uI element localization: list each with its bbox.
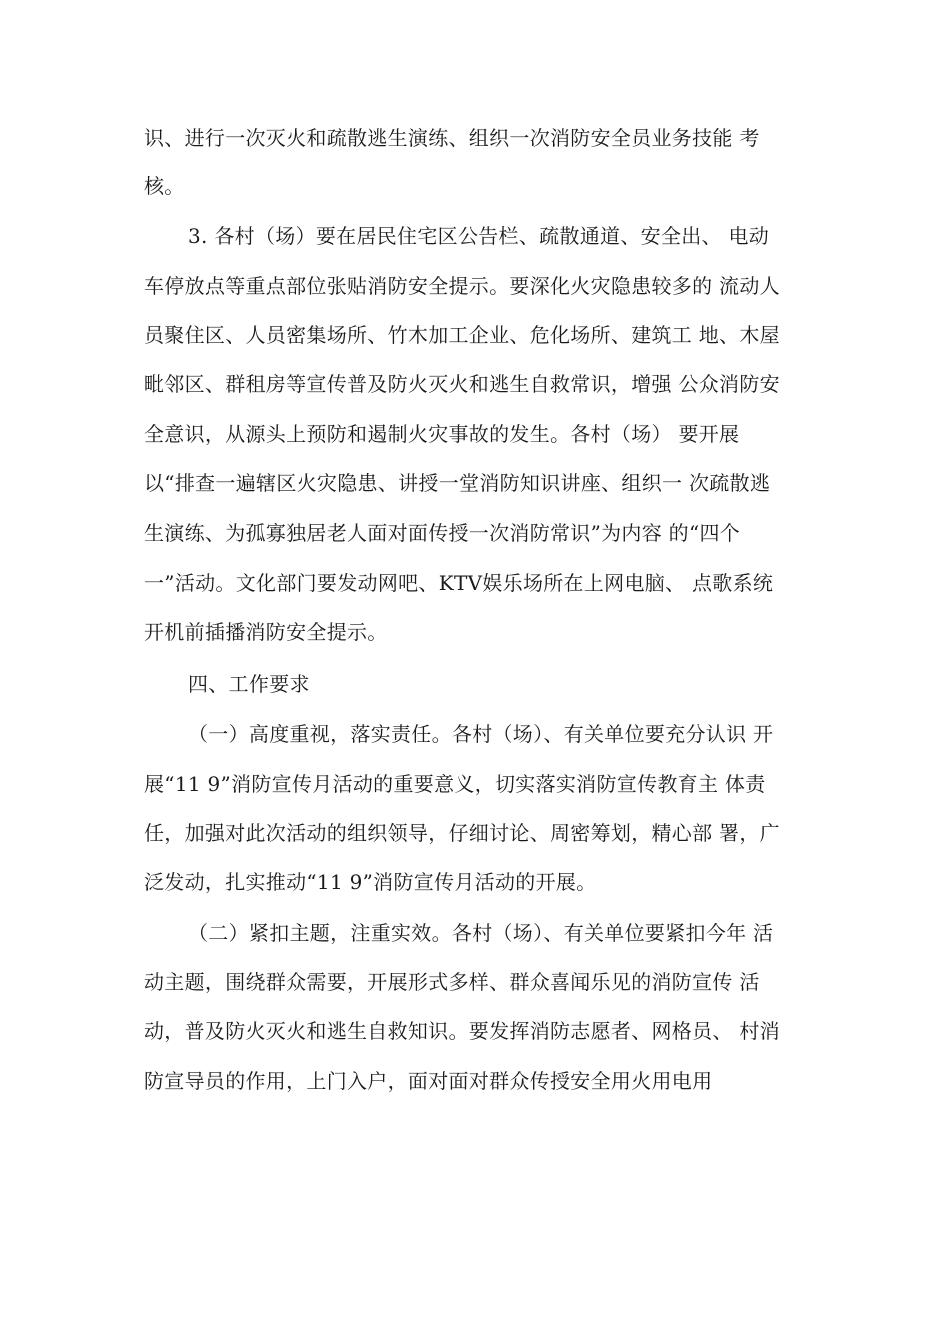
text-line: 动主题，围绕群众需要，开展形式多样、群众喜闻乐见的消防宣传 活 xyxy=(144,970,760,994)
text-line: 3. 各村（场）要在居民住宅区公告栏、疏散通道、安全出、 电动 xyxy=(188,224,770,248)
section-heading: 四、工作要求 xyxy=(188,672,310,696)
text-line: 识、进行一次灭火和疏散逃生演练、组织一次消防安全员业务技能 考 xyxy=(144,126,760,150)
text-line: 防宣导员的作用，上门入户，面对面对群众传授安全用火用电用 xyxy=(144,1069,713,1093)
text-line: 动，普及防火灭火和逃生自救知识。要发挥消防志愿者、网格员、 村消 xyxy=(144,1019,780,1043)
text-line: 全意识，从源头上预防和遏制火灾事故的发生。各村（场） 要开展 xyxy=(144,422,740,446)
text-line: 车停放点等重点部位张贴消防安全提示。要深化火灾隐患较多的 流动人 xyxy=(144,274,780,298)
text-line: 开机前插播消防安全提示。 xyxy=(144,620,388,644)
text-line: 员聚住区、人员密集场所、竹木加工企业、危化场所、建筑工 地、木屋 xyxy=(144,323,780,347)
text-line: 毗邻区、群租房等宣传普及防火灭火和逃生自救常识，增强 公众消防安 xyxy=(144,372,780,396)
text-line: 生演练、为孤寡独居老人面对面传授一次消防常识”为内容 的“四个 xyxy=(144,521,741,545)
text-line: 以“排查一遍辖区火灾隐患、讲授一堂消防知识讲座、组织一 次疏散逃 xyxy=(144,471,771,495)
text-line: 泛发动，扎实推动“11 9”消防宣传月活动的开展。 xyxy=(144,870,597,894)
text-line: 核。 xyxy=(144,174,185,198)
text-line: （二）紧扣主题，注重实效。各村（场）、有关单位要紧扣今年 活 xyxy=(188,921,774,945)
text-line: 展“11 9”消防宣传月活动的重要意义，切实落实消防宣传教育主 体责 xyxy=(144,772,766,796)
text-line: 一”活动。文化部门要发动网吧、KTV娱乐场所在上网电脑、 点歌系统 xyxy=(144,571,774,595)
text-line: 任，加强对此次活动的组织领导，仔细讨论、周密筹划，精心部 署，广 xyxy=(144,821,780,845)
text-line: （一）高度重视，落实责任。各村（场）、有关单位要充分认识 开 xyxy=(188,722,774,746)
